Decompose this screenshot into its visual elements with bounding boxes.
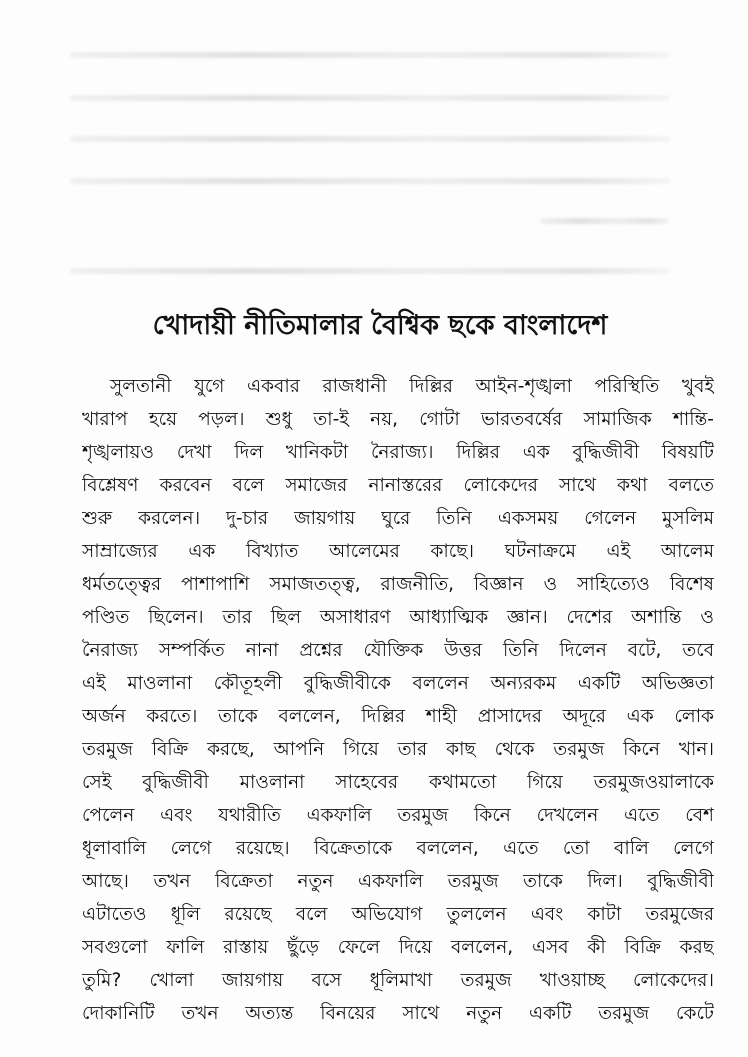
bleed-through-line (70, 178, 670, 184)
text-line: এটাতেও ধূলি রয়েছে বলে অভিযোগ তুললেন এবং কাটা তরমুজের (82, 904, 714, 925)
text-line: দোকানিটি তখন অত্যন্ত বিনয়ের সাথে নতুন একটি তরমুজ কেটে (82, 1003, 714, 1024)
text-line: তুমি? খোলা জায়গায় বসে ধূলিমাখা তরমুজ খাওয়াচ্ছ লোকেদের। (82, 970, 714, 991)
text-line: ধূলাবালি লেগে রয়েছে। বিক্রেতাকে বললেন, এতে তো বালি লেগে (82, 838, 714, 859)
bleed-through-line (540, 218, 670, 224)
text-line: বিশ্লেষণ করবেন বলে সমাজের নানাস্তরের লোকেদের সাথে কথা বলতে (82, 475, 714, 496)
text-line: আছে। তখন বিক্রেতা নতুন একফালি তরমুজ তাকে দিল। বুদ্ধিজীবী (82, 871, 714, 892)
body-paragraph (82, 370, 714, 1030)
bleed-through-line (70, 268, 670, 274)
bleed-through-line (70, 136, 670, 142)
text-line: তরমুজ বিক্রি করছে, আপনি গিয়ে তার কাছ থেকে তরমুজ কিনে খান। (82, 739, 714, 760)
text-line: এই মাওলানা কৌতূহলী বুদ্ধিজীবীকে বললেন অন্যরকম একটি অভিজ্ঞতা (82, 673, 714, 694)
text-line: অর্জন করতে। তাকে বললেন, দিল্লির শাহী প্রাসাদের অদূরে এক লোক (82, 706, 714, 727)
text-line: খারাপ হয়ে পড়ল। শুধু তা-ই নয়, গোটা ভারতবর্ষের সামাজিক শান্তি- (82, 409, 714, 430)
text-line: সাম্রাজ্যের এক বিখ্যাত আলেমের কাছে। ঘটনাক্রমে এই আলেম (82, 541, 714, 562)
text-line: শুরু করলেন। দু-চার জায়গায় ঘুরে তিনি একসময় গেলেন মুসলিম (82, 508, 714, 529)
bleed-through-line (70, 52, 670, 58)
text-line: সবগুলো ফালি রাস্তায় ছুঁড়ে ফেলে দিয়ে বললেন, এসব কী বিক্রি করছ (82, 937, 714, 958)
bleed-through-line (70, 95, 670, 101)
text-line: পণ্ডিত ছিলেন। তার ছিল অসাধারণ আধ্যাত্মিক জ্ঞান। দেশের অশান্তি ও (82, 607, 714, 628)
text-line: পেলেন এবং যথারীতি একফালি তরমুজ কিনে দেখলেন এতে বেশ (82, 805, 714, 826)
text-line: ধর্মতত্ত্বের পাশাপাশি সমাজতত্ত্ব, রাজনীতি, বিজ্ঞান ও সাহিত্যেও বিশেষ (82, 574, 714, 595)
chapter-title: খোদায়ী নীতিমালার বৈশ্বিক ছকে বাংলাদেশ (152, 310, 608, 341)
text-line: সেই বুদ্ধিজীবী মাওলানা সাহেবের কথামতো গিয়ে তরমুজওয়ালাকে (82, 772, 714, 793)
text-line: সুলতানী যুগে একবার রাজধানী দিল্লির আইন-শৃঙ্খলা পরিস্থিতি খুবই (110, 376, 714, 397)
text-line: নৈরাজ্য সম্পর্কিত নানা প্রশ্নের যৌক্তিক উত্তর তিনি দিলেন বটে, তবে (82, 640, 714, 661)
text-line: শৃঙ্খলায়ও দেখা দিল খানিকটা নৈরাজ্য। দিল্লির এক বুদ্ধিজীবী বিষয়টি (82, 442, 714, 463)
